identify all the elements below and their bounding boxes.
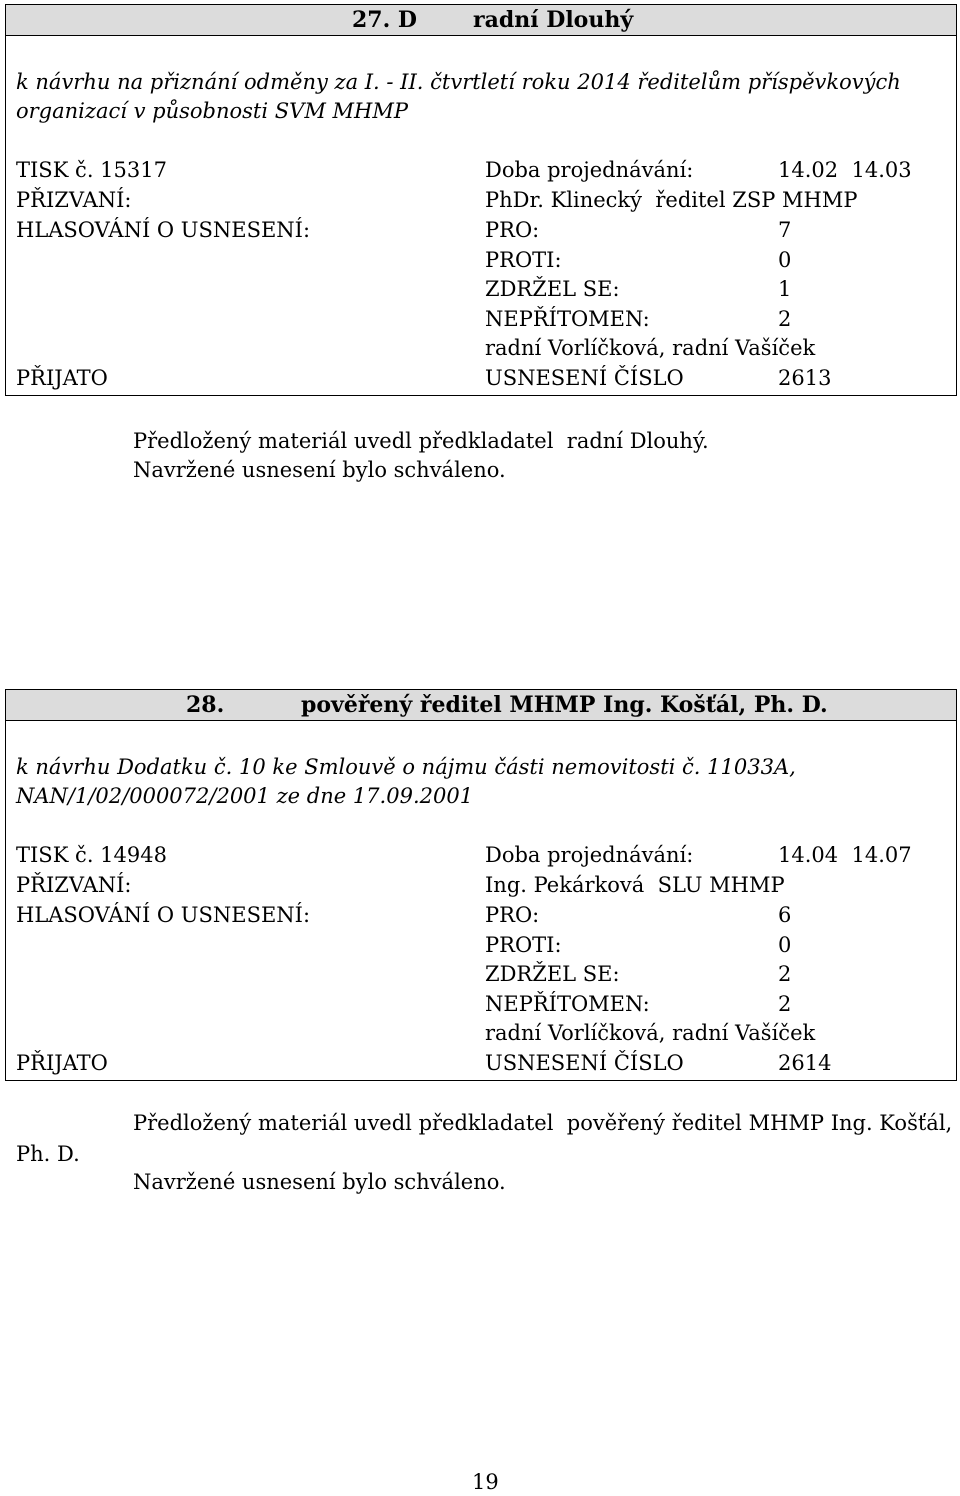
vote-label-zdrzel: ZDRŽEL SE: [485,962,620,986]
item-presenter: radní Dlouhý [473,7,634,33]
tisk-number: TISK č. 14948 [16,843,167,867]
item-27-note-line-1: Předložený materiál uvedl předkladatel radní Dlouhý. [133,429,709,453]
item-number: 27. D [352,7,418,33]
item-28-details [5,720,957,1081]
item-27-details [5,35,957,396]
doba-label: Doba projednávání: [485,843,694,867]
item-28-title-bar [5,689,957,721]
resolution-number: 2614 [778,1051,832,1075]
tisk-number: TISK č. 15317 [16,158,167,182]
vote-value-proti: 0 [778,933,792,957]
item-27-title-bar [5,4,957,36]
prizvani-label: PŘIZVANÍ: [16,873,132,897]
doba-value: 14.04 14.07 [778,843,912,867]
item-28-note-line-1: Předložený materiál uvedl předkladatel pověřený ředitel MHMP Ing. Košťál, [133,1111,953,1135]
hlasovani-label: HLASOVÁNÍ O USNESENÍ: [16,903,311,927]
vote-label-nepritomen: NEPŘÍTOMEN: [485,992,650,1016]
vote-label-zdrzel: ZDRŽEL SE: [485,277,620,301]
hlasovani-label: HLASOVÁNÍ O USNESENÍ: [16,218,311,242]
item-subject-line-1: k návrhu Dodatku č. 10 ke Smlouvě o nájmu části nemovitosti č. 11033A, [16,755,796,779]
vote-value-pro: 6 [778,903,792,927]
vote-label-proti: PROTI: [485,248,562,272]
resolution-label: USNESENÍ ČÍSLO [485,1051,684,1075]
vote-value-zdrzel: 2 [778,962,792,986]
item-number: 28. [186,692,225,718]
result-label: PŘIJATO [16,366,108,390]
item-27-note-line-2: Navržené usnesení bylo schváleno. [133,458,506,482]
vote-label-proti: PROTI: [485,933,562,957]
prizvani-value: PhDr. Klinecký ředitel ZSP MHMP [485,188,858,212]
prizvani-value: Ing. Pekárková SLU MHMP [485,873,785,897]
absent-names: radní Vorlíčková, radní Vašíček [485,1021,816,1045]
vote-value-nepritomen: 2 [778,992,792,1016]
vote-value-proti: 0 [778,248,792,272]
item-subject-line-2: organizací v působnosti SVM MHMP [16,99,408,123]
result-label: PŘIJATO [16,1051,108,1075]
item-subject-line-2: NAN/1/02/000072/2001 ze dne 17.09.2001 [16,784,474,808]
vote-label-pro: PRO: [485,903,540,927]
item-presenter: pověřený ředitel MHMP Ing. Košťál, Ph. D. [301,692,828,718]
doba-label: Doba projednávání: [485,158,694,182]
vote-label-nepritomen: NEPŘÍTOMEN: [485,307,650,331]
page-number: 19 [472,1470,499,1494]
item-subject-line-1: k návrhu na přiznání odměny za I. - II. čtvrtletí roku 2014 ředitelům příspěvkových [16,70,901,94]
vote-label-pro: PRO: [485,218,540,242]
vote-value-zdrzel: 1 [778,277,792,301]
resolution-number: 2613 [778,366,832,390]
absent-names: radní Vorlíčková, radní Vašíček [485,336,816,360]
vote-value-nepritomen: 2 [778,307,792,331]
doba-value: 14.02 14.03 [778,158,912,182]
item-28-note-line-2: Ph. D. [16,1142,80,1166]
vote-value-pro: 7 [778,218,792,242]
resolution-label: USNESENÍ ČÍSLO [485,366,684,390]
prizvani-label: PŘIZVANÍ: [16,188,132,212]
item-28-note-line-3: Navržené usnesení bylo schváleno. [133,1170,506,1194]
